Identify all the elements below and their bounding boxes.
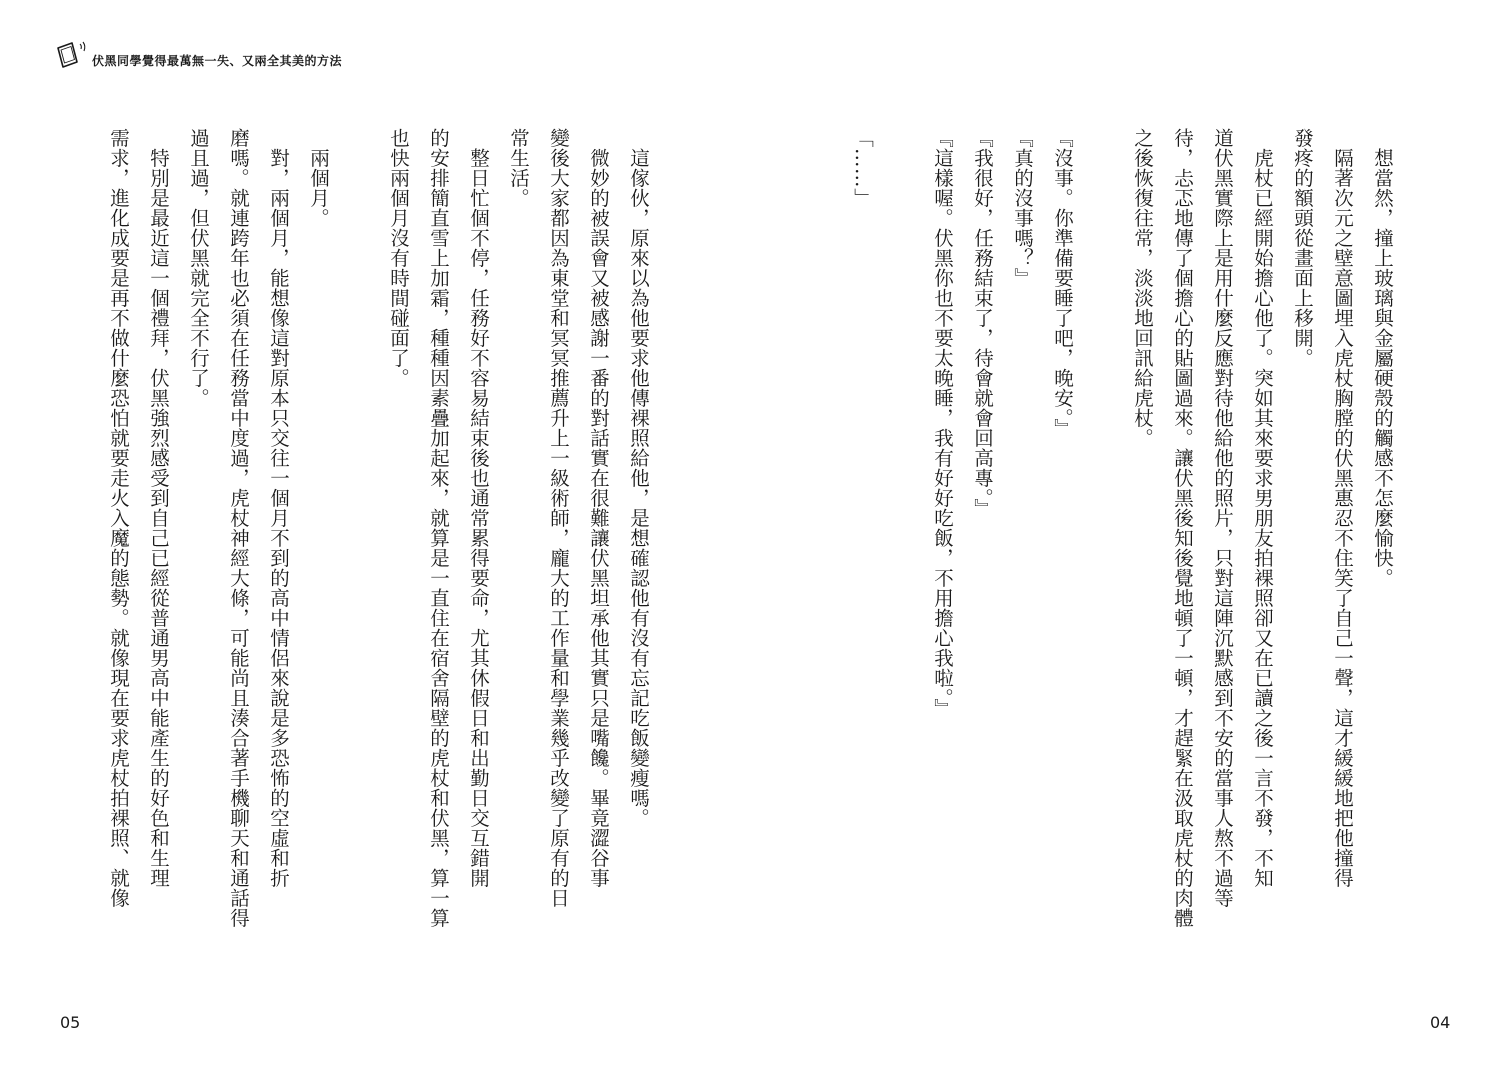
blank-line: [1082, 128, 1122, 976]
text-line: 發疼的額頭從畫面上移開。: [1291, 128, 1314, 368]
text-line: 對，兩個月，能想像這對原本只交往一個月不到的高中情侶來說是多恐怖的空虛和折: [267, 128, 290, 888]
text-line: 想當然，撞上玻璃與金屬硬殼的觸感不怎麼愉快。: [1371, 128, 1394, 588]
text-line: 隔著次元之壁意圖埋入虎杖胸膛的伏黑惠忍不住笑了自己一聲，這才緩緩地把他撞得: [1331, 128, 1354, 888]
text-line: 待，忐忑地傳了個擔心的貼圖過來。讓伏黑後知後覺地頓了一頓，才趕緊在汲取虎杖的肉體: [1171, 128, 1194, 928]
text-line: 這傢伙，原來以為他要求他傳裸照給他，是想確認他有沒有忘記吃飯變瘦嗎。: [627, 128, 650, 828]
text-line: 之後恢復往常，淡淡地回訊給虎杖。: [1131, 128, 1154, 448]
page-number-right: 04: [1430, 1013, 1451, 1032]
blank-line: [882, 128, 922, 976]
text-line: 特別是最近這一個禮拜，伏黑強烈感受到自己已經從普通男高中能產生的好色和生理: [147, 128, 170, 888]
text-line: 兩個月。: [307, 128, 330, 228]
chapter-title: 伏黑同學覺得最萬無一失、又兩全其美的方法: [92, 54, 343, 68]
dialogue-line: 『真的沒事嗎？』: [1011, 128, 1034, 288]
text-line: 也快兩個月沒有時間碰面了。: [387, 128, 410, 388]
phone-icon: [54, 38, 90, 70]
page-left-body: [98, 128, 658, 976]
dialogue-line: 『我很好，任務結束了，待會就會回高專。』: [971, 128, 994, 519]
dialogue-line: 「……」: [851, 128, 874, 208]
text-line: 常生活。: [507, 128, 530, 208]
dialogue-line: 『沒事。你準備要睡了吧，晚安。』: [1051, 128, 1074, 439]
page-number-left: 05: [60, 1013, 81, 1032]
page-right-body: [702, 128, 1402, 976]
text-line: 虎杖已經開始擔心他了。突如其來要求男朋友拍裸照卻又在已讀之後一言不發，不知: [1251, 128, 1274, 888]
text-line: 需求，進化成要是再不做什麼恐怕就要走火入魔的態勢。就像現在要求虎杖拍裸照、就像: [107, 128, 130, 908]
text-line: 的安排簡直雪上加霜，種種因素疊加起來，就算是一直住在宿舍隔壁的虎杖和伏黑，算一算: [427, 128, 450, 928]
text-line: 道伏黑實際上是用什麼反應對待他給他的照片，只對這陣沉默感到不安的當事人熬不過等: [1211, 128, 1234, 908]
blank-line: [338, 128, 378, 976]
text-line: 磨嗎。就連跨年也必須在任務當中度過，虎杖神經大條，可能尚且湊合著手機聊天和通話得: [227, 128, 250, 928]
text-line: 整日忙個不停，任務好不容易結束後也通常累得要命，尤其休假日和出勤日交互錯開: [467, 128, 490, 888]
text-line: 過且過，但伏黑就完全不行了。: [187, 128, 210, 408]
text-line: 微妙的被誤會又被感謝一番的對話實在很難讓伏黑坦承他其實只是嘴饞。畢竟澀谷事: [587, 128, 610, 888]
dialogue-line: 『這樣喔。伏黑你也不要太晚睡，我有好好吃飯，不用擔心我啦。』: [931, 128, 954, 719]
text-line: 變後大家都因為東堂和冥冥推薦升上一級術師，龐大的工作量和學業幾乎改變了原有的日: [547, 128, 570, 908]
